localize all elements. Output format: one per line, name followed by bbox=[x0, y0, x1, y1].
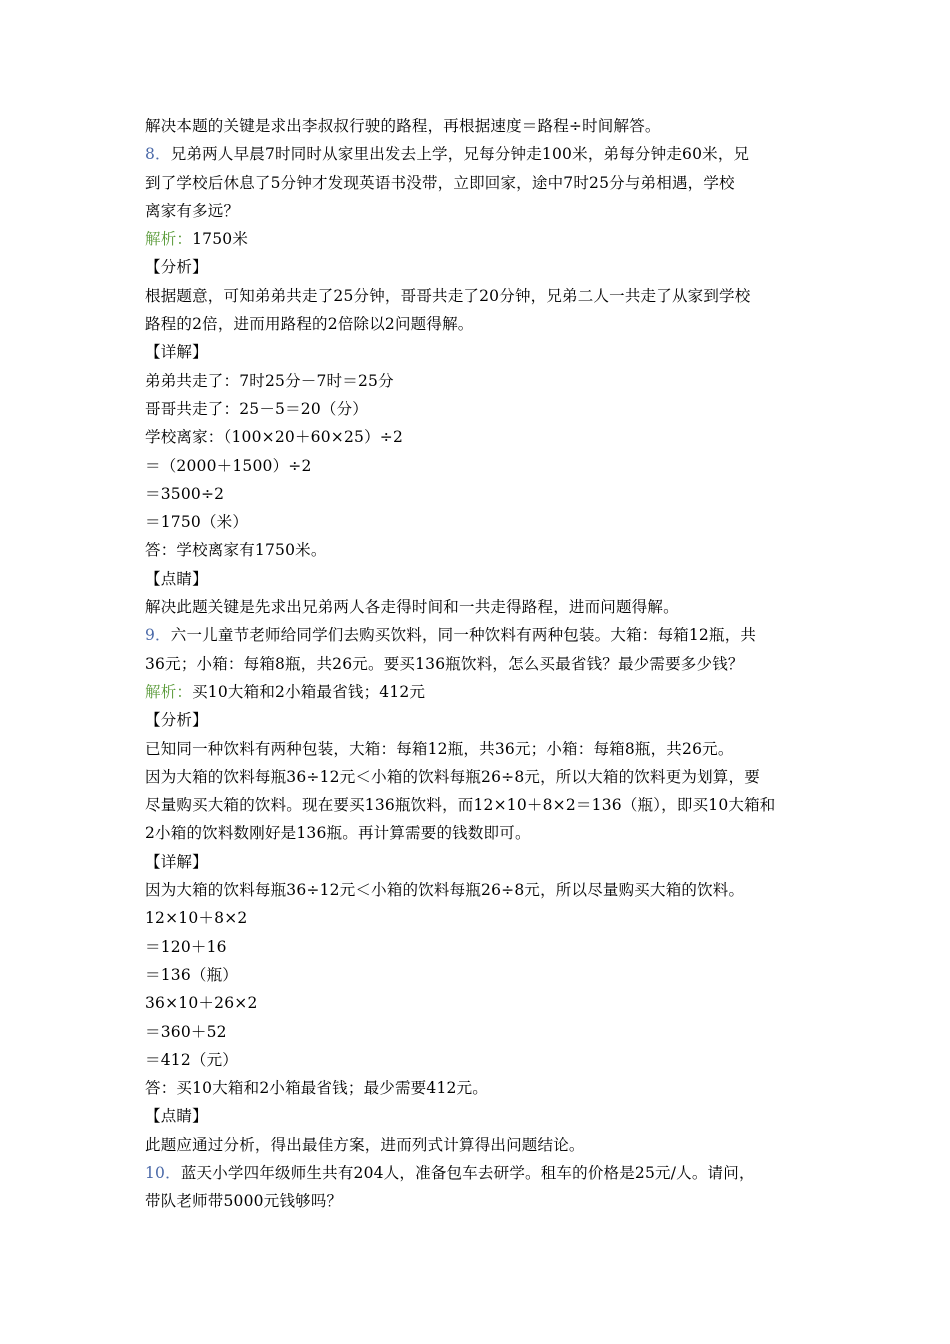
q9-number: 9． bbox=[145, 626, 171, 645]
q8-xiangjie-line: ＝（2000＋1500）÷2 bbox=[145, 456, 312, 475]
q9-dianjing-text: 此题应通过分析，得出最佳方案，进而列式计算得出问题结论。 bbox=[145, 1135, 585, 1154]
q8-answer: 1750米 bbox=[192, 230, 249, 249]
q8-question-line: 到了学校后休息了5分钟才发现英语书没带，立即回家，途中7时25分与弟相遇，学校 bbox=[145, 173, 735, 192]
q9-dianjing-heading: 【点睛】 bbox=[145, 1107, 208, 1126]
prev-dianjing-text: 解决本题的关键是求出李叔叔行驶的路程，再根据速度＝路程÷时间解答。 bbox=[145, 117, 661, 135]
q9-jiexi-label: 解析： bbox=[145, 682, 193, 701]
q8-dianjing-text: 解决此题关键是先求出兄弟两人各走得时间和一共走得路程，进而问题得解。 bbox=[145, 598, 679, 617]
q8-xiangjie-line: 弟弟共走了：7时25分－7时＝25分 bbox=[145, 371, 394, 390]
q10-question-line: 带队老师带5000元钱够吗？ bbox=[145, 1192, 343, 1211]
q8-xiangjie-line: 答：学校离家有1750米。 bbox=[145, 541, 327, 560]
q10-question-text: 蓝天小学四年级师生共有204人，准备包车去研学。租车的价格是25元/人。请问， bbox=[180, 1163, 755, 1182]
q9-question-text: 六一儿童节老师给同学们去购买饮料，同一种饮料有两种包装。大箱：每箱12瓶，共 bbox=[170, 626, 757, 645]
q9-fenxi-heading: 【分析】 bbox=[145, 711, 208, 730]
q9-xiangjie-line: ＝136（瓶） bbox=[145, 965, 238, 984]
q8-xiangjie-line: ＝3500÷2 bbox=[145, 484, 225, 503]
q8-number: 8． bbox=[145, 145, 171, 164]
q8-dianjing-heading: 【点睛】 bbox=[145, 569, 208, 588]
q8-question-text: 兄弟两人早晨7时同时从家里出发去上学，兄每分钟走100米，弟每分钟走60米，兄 bbox=[170, 145, 750, 164]
q9-question-line bbox=[145, 621, 815, 649]
q9-xiangjie-line: 12×10＋8×2 bbox=[145, 909, 248, 928]
q8-answer-line bbox=[145, 225, 815, 253]
q9-fenxi-line: 因为大箱的饮料每瓶36÷12元＜小箱的饮料每瓶26÷8元，所以大箱的饮料更为划算，要 bbox=[145, 767, 760, 786]
q9-xiangjie-line: 36×10＋26×2 bbox=[145, 994, 258, 1013]
q9-xiangjie-line: ＝120＋16 bbox=[145, 937, 227, 956]
q9-question-line: 36元；小箱：每箱8瓶，共26元。要买136瓶饮料，怎么买最省钱？最少需要多少钱？ bbox=[145, 654, 744, 673]
q9-answer-line bbox=[145, 678, 815, 706]
q9-fenxi-line: 尽量购买大箱的饮料。现在要买136瓶饮料，而12×10＋8×2＝136（瓶），即买10大箱和 bbox=[145, 796, 776, 815]
q8-question-line: 离家有多远？ bbox=[145, 201, 240, 220]
q9-xiangjie-line: ＝412（元） bbox=[145, 1050, 238, 1069]
q9-fenxi-line: 2小箱的饮料数刚好是136瓶。再计算需要的钱数即可。 bbox=[145, 824, 531, 843]
q10-number: 10． bbox=[145, 1163, 181, 1182]
q8-fenxi-heading: 【分析】 bbox=[145, 258, 208, 277]
q9-xiangjie-line: 因为大箱的饮料每瓶36÷12元＜小箱的饮料每瓶26÷8元，所以尽量购买大箱的饮料。 bbox=[145, 881, 745, 900]
q9-xiangjie-line: ＝360＋52 bbox=[145, 1022, 227, 1041]
q8-xiangjie-line: ＝1750（米） bbox=[145, 513, 249, 532]
q8-question-line bbox=[145, 140, 815, 168]
q8-xiangjie-line: 学校离家：（100×20＋60×25）÷2 bbox=[145, 428, 404, 447]
q8-xiangjie-line: 哥哥共走了：25－5＝20（分） bbox=[145, 399, 369, 418]
q8-xiangjie-heading: 【详解】 bbox=[145, 343, 208, 362]
q9-fenxi-line: 已知同一种饮料有两种包装，大箱：每箱12瓶，共36元；小箱：每箱8瓶，共26元。 bbox=[145, 739, 734, 758]
q9-xiangjie-heading: 【详解】 bbox=[145, 852, 208, 871]
q10-question-line bbox=[145, 1159, 815, 1187]
q8-jiexi-label: 解析： bbox=[145, 230, 193, 249]
q9-xiangjie-line: 答：买10大箱和2小箱最省钱；最少需要412元。 bbox=[145, 1079, 488, 1098]
q8-fenxi-line: 路程的2倍，进而用路程的2倍除以2问题得解。 bbox=[145, 315, 474, 334]
document-content bbox=[145, 112, 815, 1216]
q9-answer: 买10大箱和2小箱最省钱；412元 bbox=[192, 682, 426, 701]
q8-fenxi-line: 根据题意，可知弟弟共走了25分钟，哥哥共走了20分钟，兄弟二人一共走了从家到学校 bbox=[145, 286, 751, 305]
